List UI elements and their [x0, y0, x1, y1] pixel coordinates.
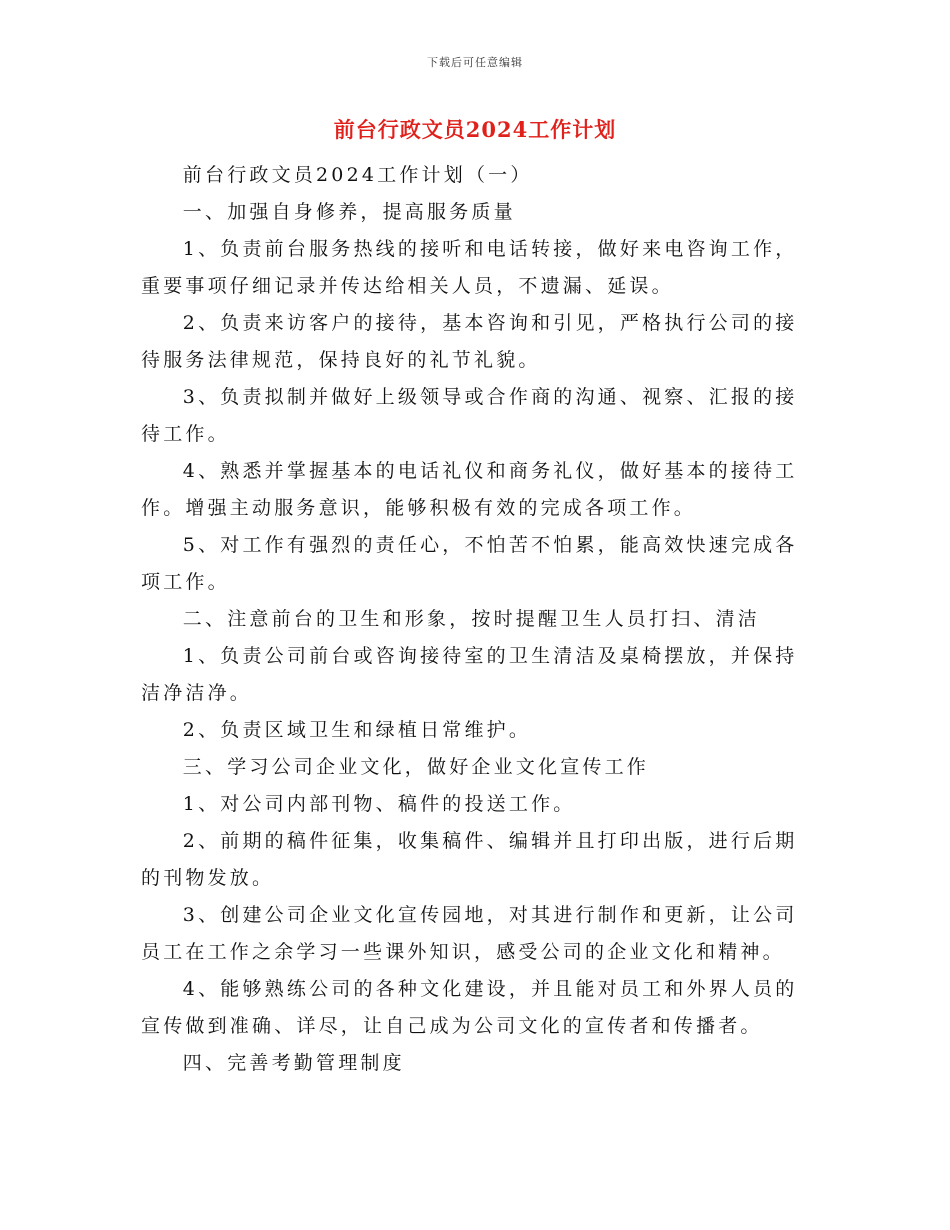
document-title: 前台行政文员2024工作计划	[333, 117, 617, 142]
document-body	[141, 157, 809, 1082]
paragraph: 2、前期的稿件征集，收集稿件、编辑并且打印出版，进行后期的刊物发放。	[141, 830, 798, 889]
paragraph: 1、负责公司前台或咨询接待室的卫生清洁及桌椅摆放，并保持洁净洁净。	[141, 645, 798, 704]
paragraph: 1、负责前台服务热线的接听和电话转接，做好来电咨询工作，重要事项仔细记录并传达给相关人员，不遗漏、延误。	[141, 238, 798, 297]
section-heading: 四、完善考勤管理制度	[182, 1052, 405, 1074]
paragraph: 前台行政文员2024工作计划（一）	[182, 164, 533, 186]
paragraph: 4、熟悉并掌握基本的电话礼仪和商务礼仪，做好基本的接待工作。增强主动服务意识，能够积极有效的完成各项工作。	[141, 460, 798, 519]
paragraph: 2、负责来访客户的接待，基本咨询和引见，严格执行公司的接待服务法律规范，保持良好的礼节礼貌。	[141, 312, 798, 371]
section-heading: 一、加强自身修养，提高服务质量	[182, 201, 516, 223]
paragraph: 5、对工作有强烈的责任心，不怕苦不怕累，能高效快速完成各项工作。	[141, 534, 798, 593]
paragraph: 1、对公司内部刊物、稿件的投送工作。	[182, 793, 576, 815]
section-heading: 三、学习公司企业文化，做好企业文化宣传工作	[182, 756, 649, 778]
section-heading: 二、注意前台的卫生和形象，按时提醒卫生人员打扫、清洁	[182, 608, 760, 630]
paragraph: 3、创建公司企业文化宣传园地，对其进行制作和更新，让公司员工在工作之余学习一些课外知识，感受公司的企业文化和精神。	[141, 904, 798, 963]
paragraph: 3、负责拟制并做好上级领导或合作商的沟通、视察、汇报的接待工作。	[141, 386, 798, 445]
paragraph: 2、负责区域卫生和绿植日常维护。	[182, 719, 532, 741]
header-note: 下载后可任意编辑	[427, 56, 523, 69]
paragraph: 4、能够熟练公司的各种文化建设，并且能对员工和外界人员的宣传做到准确、详尽，让自己成为公司文化的宣传者和传播者。	[141, 978, 798, 1037]
